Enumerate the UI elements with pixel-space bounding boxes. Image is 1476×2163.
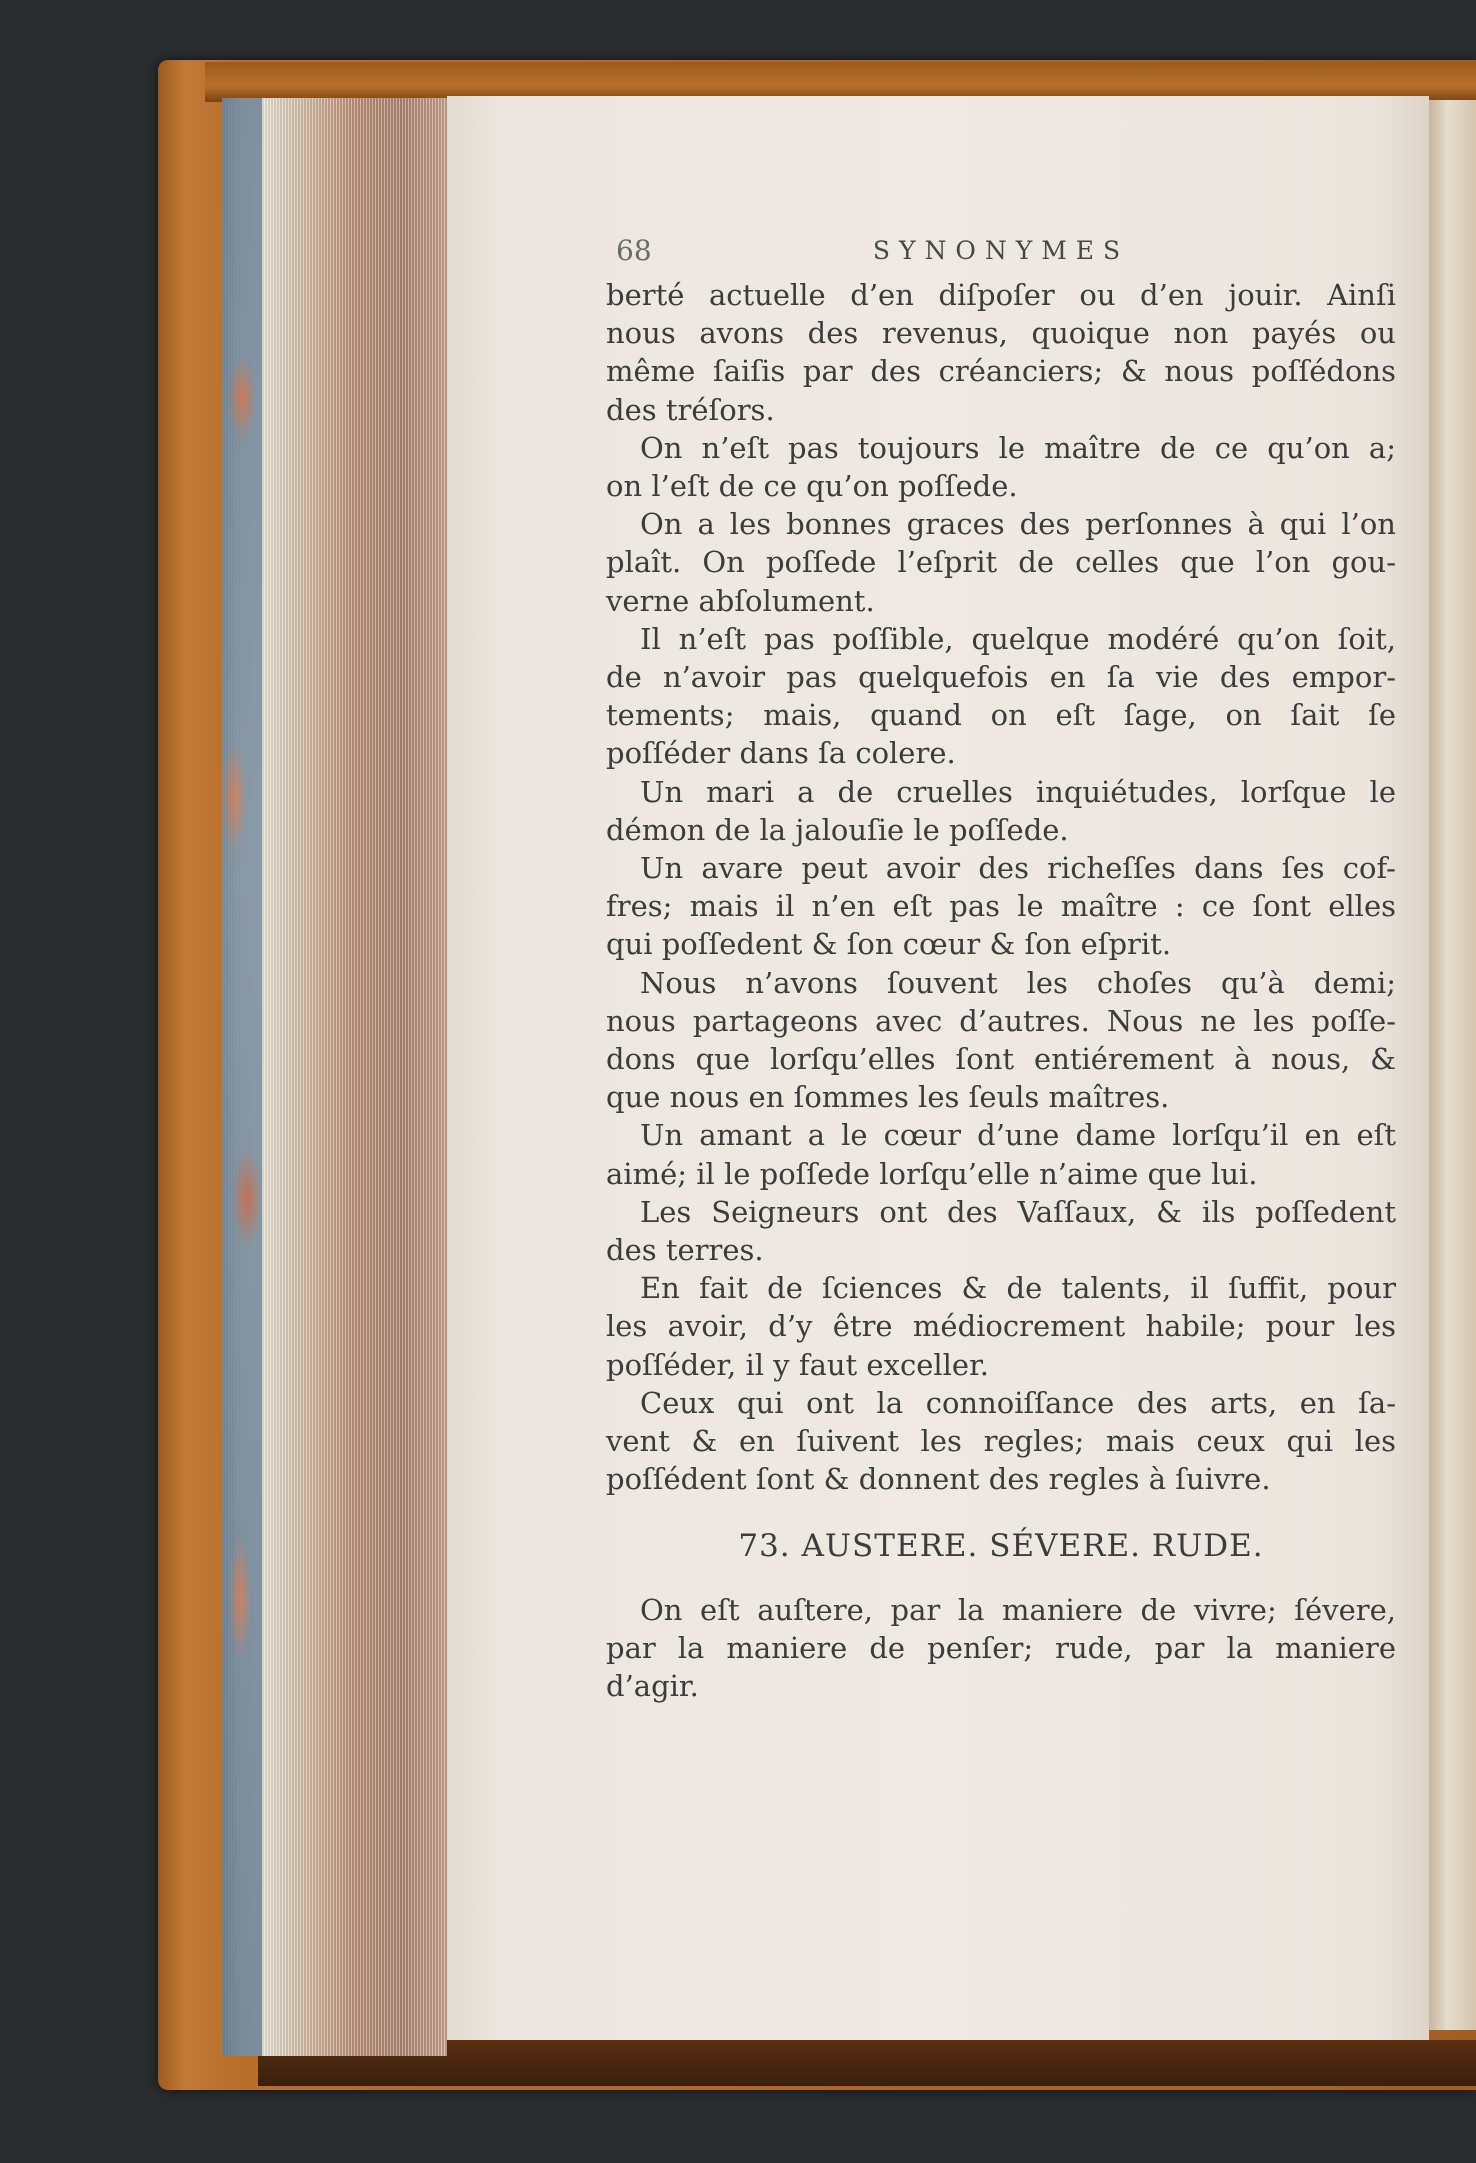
facing-page-edge xyxy=(1429,100,1476,2030)
paragraph xyxy=(606,1193,1396,1269)
text-line: aimé; il le poſſede lorſqu’elle n’aime que lui. xyxy=(606,1156,1258,1191)
text-line: même ſaiſis par des créanciers; & nous poſſédons xyxy=(606,354,1396,389)
text-line: On eſt auſtere, par la maniere de vivre; ſévere, xyxy=(640,1592,1396,1627)
running-head: SYNONYMES xyxy=(872,236,1130,265)
text-line: nous avons des revenus, quoique non payés ou xyxy=(606,316,1396,351)
page-header xyxy=(606,232,1396,276)
text-line: verne abſolument. xyxy=(606,583,875,618)
paragraph xyxy=(606,1116,1396,1192)
paragraph xyxy=(606,964,1396,1117)
text-line: poſſédent ſont & donnent des regles à ſuivre. xyxy=(606,1462,1271,1497)
section-title: 73. AUSTERE. SÉVERE. RUDE. xyxy=(738,1527,1264,1564)
text-line: par la maniere de penſer; rude, par la maniere xyxy=(606,1630,1396,1665)
text-line: vent & en ſuivent les regles; mais ceux qui les xyxy=(606,1424,1396,1459)
text-line: de n’avoir pas quelquefois en ſa vie des empor- xyxy=(606,660,1396,695)
text-line: Un avare peut avoir des richeſſes dans ſes cof- xyxy=(640,851,1396,886)
text-line: tements; mais, quand on eſt ſage, on ſait ſe xyxy=(606,698,1396,733)
text-line: nous partageons avec d’autres. Nous ne les poſſe- xyxy=(606,1003,1396,1038)
text-line: Il n’eſt pas poſſible, quelque modéré qu’on ſoit, xyxy=(640,621,1396,656)
paragraph xyxy=(606,620,1396,773)
marbled-edge xyxy=(222,98,262,2056)
text-line: dons que lorſqu’elles ſont entiérement à nous, & xyxy=(606,1042,1396,1077)
paragraph xyxy=(606,1384,1396,1499)
body-text xyxy=(606,276,1396,1499)
paragraph xyxy=(606,276,1396,429)
text-line: On n’eſt pas toujours le maître de ce qu’on a; xyxy=(640,430,1396,465)
text-line: les avoir, d’y être médiocrement habile; pour les xyxy=(606,1309,1396,1344)
text-line: des tréſors. xyxy=(606,392,775,427)
text-line: des terres. xyxy=(606,1233,764,1268)
text-line: qui poſſedent & ſon cœur & ſon eſprit. xyxy=(606,927,1172,962)
paragraph xyxy=(606,773,1396,849)
text-line: que nous en ſommes les ſeuls maîtres. xyxy=(606,1080,1170,1115)
text-line: berté actuelle d’en diſpoſer ou d’en jouir. Ainſi xyxy=(606,278,1396,312)
paragraph xyxy=(606,849,1396,964)
text-line: poſſéder, il y faut exceller. xyxy=(606,1347,989,1382)
section-body xyxy=(606,1591,1396,1706)
text-line: On a les bonnes graces des perſonnes à qui l’on xyxy=(640,507,1396,542)
text-line: poſſéder dans ſa colere. xyxy=(606,736,956,771)
text-line: Un mari a de cruelles inquiétudes, lorſque le xyxy=(640,774,1396,809)
paragraph xyxy=(606,429,1396,505)
text-line: d’agir. xyxy=(606,1669,699,1704)
page-text xyxy=(606,232,1396,1705)
paragraph xyxy=(606,1269,1396,1384)
text-line: Un amant a le cœur d’une dame lorſqu’il en eſt xyxy=(640,1118,1396,1153)
paragraph xyxy=(606,505,1396,620)
text-line: En fait de ſciences & de talents, il ſuffit, pour xyxy=(640,1271,1396,1306)
text-line: démon de la jalouſie le poſſede. xyxy=(606,812,1069,847)
text-line: plaît. On poſſede l’eſprit de celles que l’on gou- xyxy=(606,545,1396,580)
text-line: Les Seigneurs ont des Vaſſaux, & ils poſſedent xyxy=(640,1194,1396,1229)
text-line: fres; mais il n’en eſt pas le maître : ce ſont elles xyxy=(606,889,1396,924)
text-line: on l’eſt de ce qu’on poſſede. xyxy=(606,469,1018,504)
paragraph xyxy=(606,1591,1396,1706)
page-number: 68 xyxy=(616,234,652,267)
text-line: Nous n’avons ſouvent les choſes qu’à demi; xyxy=(640,965,1396,1000)
text-line: Ceux qui ont la connoiſſance des arts, en ſa- xyxy=(640,1385,1396,1420)
